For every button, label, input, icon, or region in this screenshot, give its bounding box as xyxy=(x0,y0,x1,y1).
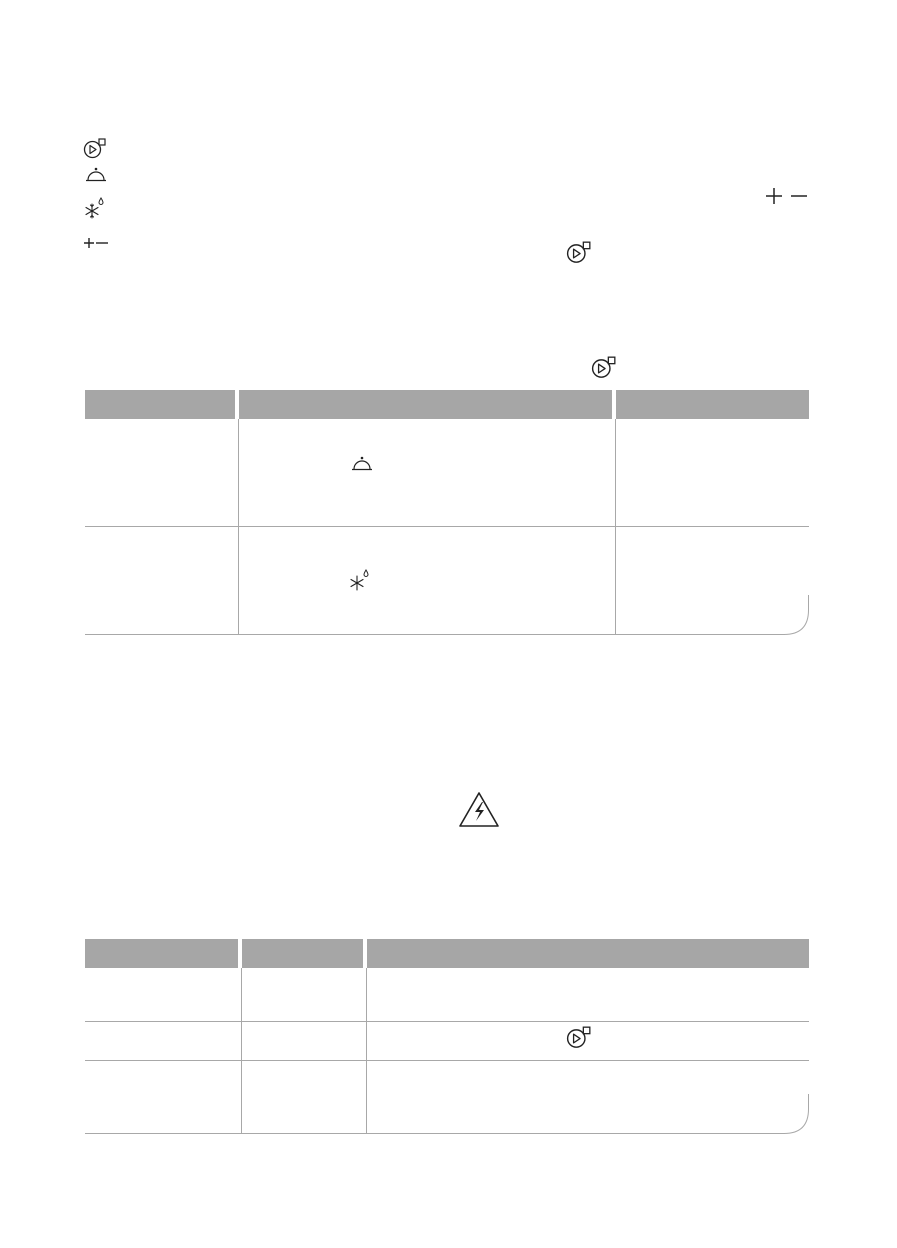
troubleshooting-table xyxy=(85,939,809,1134)
plus-icon xyxy=(765,187,783,205)
cloche-icon xyxy=(351,456,375,474)
table-header-col-3 xyxy=(367,939,809,968)
snowflake-drop-icon xyxy=(83,196,107,220)
high-voltage-warning-icon xyxy=(458,791,500,829)
table-row xyxy=(85,527,809,634)
start-stop-icon xyxy=(591,355,617,381)
snowflake-drop-icon xyxy=(348,568,372,592)
table-bottom-rule xyxy=(85,634,785,635)
minus-icon xyxy=(790,187,808,205)
table-row xyxy=(85,968,809,1021)
start-stop-icon xyxy=(566,240,592,266)
table-header-col-2 xyxy=(242,939,363,968)
start-stop-icon xyxy=(83,137,107,161)
table-row xyxy=(85,1061,809,1133)
table-header-col-2 xyxy=(239,390,612,419)
program-table xyxy=(85,390,809,635)
start-stop-icon xyxy=(566,1025,592,1051)
table-row xyxy=(85,419,809,526)
table-header-col-3 xyxy=(616,390,809,419)
table-bottom-rule xyxy=(85,1133,785,1134)
plus-minus-icon xyxy=(84,236,112,250)
table-header-col-1 xyxy=(85,390,235,419)
table-row xyxy=(85,1022,809,1060)
cloche-icon xyxy=(85,167,109,185)
table-header-col-1 xyxy=(85,939,238,968)
